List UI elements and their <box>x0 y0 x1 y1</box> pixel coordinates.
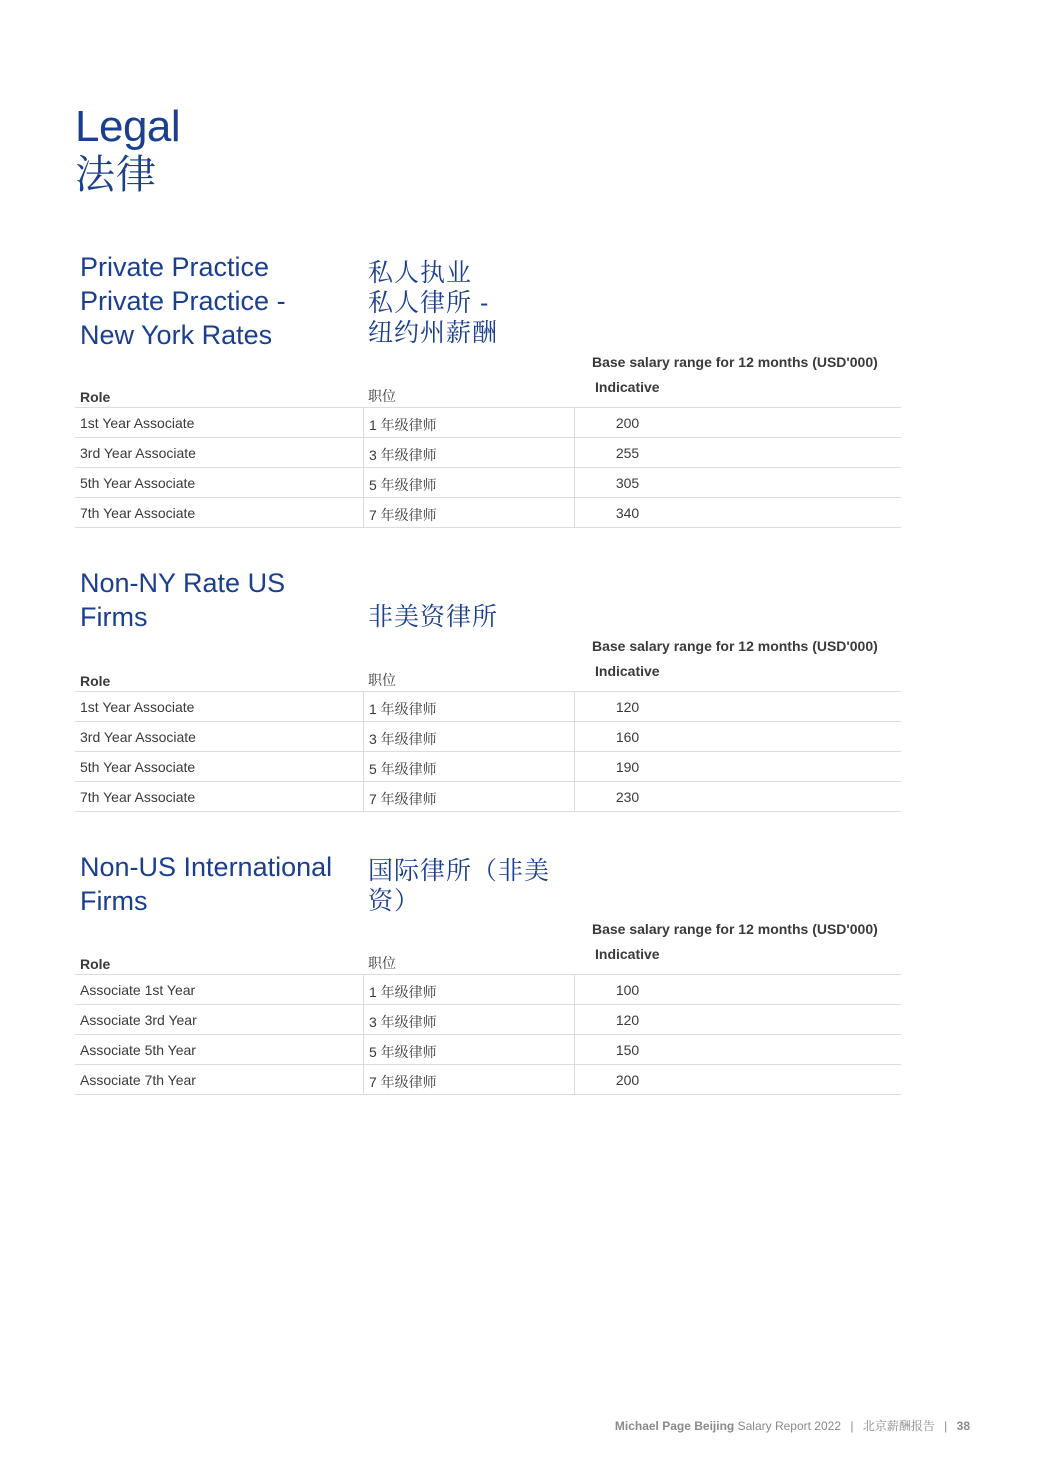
value-cell: 200 <box>615 415 640 431</box>
header-role-zh: 职位 <box>368 955 396 971</box>
table-row <box>75 752 901 782</box>
section-title-en: Non-US International Firms <box>80 852 333 916</box>
role-zh-cell: 1 年级律师 <box>369 417 437 433</box>
header-role-zh: 职位 <box>368 388 396 404</box>
value-cell: 340 <box>615 505 640 521</box>
role-cell: 1st Year Associate <box>80 699 195 715</box>
value-cell: 120 <box>615 1012 640 1028</box>
header-indicative: Indicative <box>595 379 660 395</box>
footer-report: Salary Report 2022 <box>737 1419 841 1433</box>
value-cell: 255 <box>615 445 640 461</box>
role-zh-cell: 7 年级律师 <box>369 791 437 807</box>
value-cell: 120 <box>615 699 640 715</box>
header-indicative: Indicative <box>595 946 660 962</box>
page-number: 38 <box>956 1419 970 1433</box>
value-cell: 190 <box>615 759 640 775</box>
header-role: Role <box>80 389 111 405</box>
footer-separator: | <box>850 1419 854 1433</box>
role-cell: Associate 1st Year <box>80 982 196 998</box>
page-footer <box>615 1417 970 1434</box>
table-row <box>75 722 901 752</box>
role-zh-cell: 7 年级律师 <box>369 507 437 523</box>
role-zh-cell: 3 年级律师 <box>369 731 437 747</box>
salary-table <box>75 661 901 812</box>
role-zh-cell: 3 年级律师 <box>369 447 437 463</box>
table-row <box>75 1065 901 1095</box>
section-title-en: Non-NY Rate US Firms <box>80 568 286 632</box>
role-cell: 5th Year Associate <box>80 475 196 491</box>
role-cell: 3rd Year Associate <box>80 445 196 461</box>
salary-caption: Base salary range for 12 months (USD'000) <box>592 638 878 654</box>
table-row <box>75 692 901 722</box>
role-cell: Associate 7th Year <box>80 1072 196 1088</box>
value-cell: 160 <box>615 729 640 745</box>
role-cell: 1st Year Associate <box>80 415 195 431</box>
salary-table <box>75 944 901 1095</box>
role-cell: 7th Year Associate <box>80 505 196 521</box>
value-cell: 100 <box>615 982 640 998</box>
value-cell: 200 <box>615 1072 640 1088</box>
page-title-en: Legal <box>75 102 181 151</box>
role-cell: 3rd Year Associate <box>80 729 196 745</box>
table-row <box>75 468 901 498</box>
section-title-zh: 私人执业 私人律所 - 纽约州薪酬 <box>368 259 499 347</box>
role-cell: Associate 3rd Year <box>80 1012 197 1028</box>
value-cell: 305 <box>615 475 640 491</box>
role-cell: 5th Year Associate <box>80 759 196 775</box>
table-row <box>75 408 901 438</box>
role-cell: Associate 5th Year <box>80 1042 196 1058</box>
page-title-zh: 法律 <box>75 153 157 198</box>
table-row <box>75 975 901 1005</box>
role-zh-cell: 3 年级律师 <box>369 1014 437 1030</box>
footer-separator: | <box>944 1419 948 1433</box>
role-zh-cell: 5 年级律师 <box>369 1044 437 1060</box>
section-title-zh: 国际律所（非美 资） <box>368 857 551 915</box>
value-cell: 230 <box>615 789 640 805</box>
table-header <box>75 944 901 975</box>
section-title-en: Private Practice Private Practice - New York Rates <box>80 252 286 350</box>
role-zh-cell: 5 年级律师 <box>369 761 437 777</box>
header-indicative: Indicative <box>595 663 660 679</box>
table-row <box>75 1035 901 1065</box>
salary-table <box>75 377 901 528</box>
header-role-zh: 职位 <box>368 672 396 688</box>
salary-caption: Base salary range for 12 months (USD'000) <box>592 354 878 370</box>
role-cell: 7th Year Associate <box>80 789 196 805</box>
table-row <box>75 498 901 528</box>
role-zh-cell: 1 年级律师 <box>369 701 437 717</box>
role-zh-cell: 1 年级律师 <box>369 984 437 1000</box>
salary-caption: Base salary range for 12 months (USD'000) <box>592 921 878 937</box>
value-cell: 150 <box>615 1042 640 1058</box>
table-row <box>75 1005 901 1035</box>
table-row <box>75 438 901 468</box>
role-zh-cell: 5 年级律师 <box>369 477 437 493</box>
footer-brand: Michael Page Beijing <box>614 1419 735 1433</box>
table-header <box>75 661 901 692</box>
table-header <box>75 377 901 408</box>
header-role: Role <box>80 673 111 689</box>
footer-report-zh: 北京薪酬报告 <box>862 1419 935 1433</box>
role-zh-cell: 7 年级律师 <box>369 1074 437 1090</box>
header-role: Role <box>80 956 111 972</box>
section-title-zh: 非美资律所 <box>368 603 499 631</box>
table-row <box>75 782 901 812</box>
page-title <box>75 104 180 196</box>
